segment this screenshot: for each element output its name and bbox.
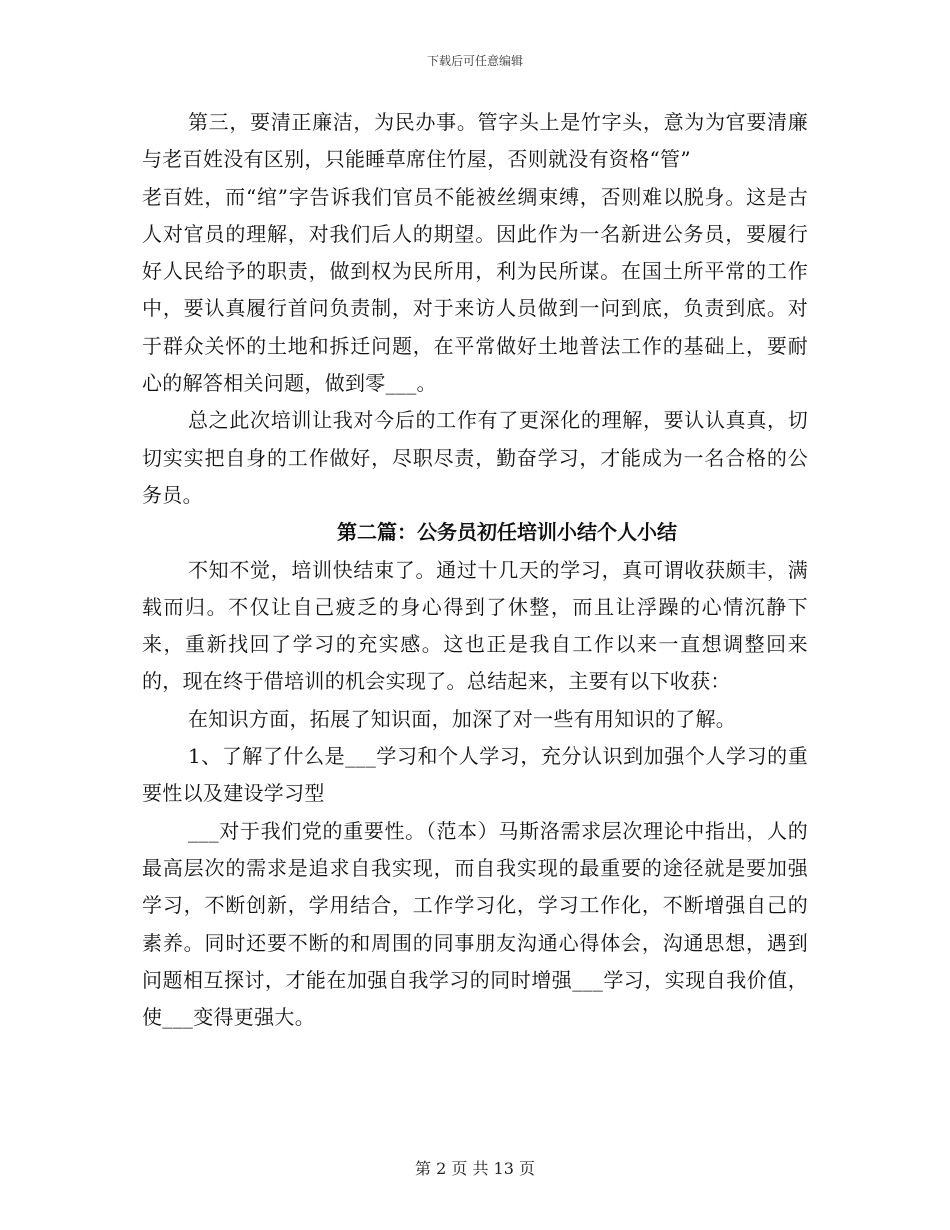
page-footer: 第 2 页 共 13 页 (415, 1159, 535, 1178)
paragraph-integrity: 第三，要清正廉洁，为民办事。管字头上是竹字头，意为为官要清廉与老百姓没有区别，只能睡草席住竹屋，否则就没有资格“管” (142, 110, 808, 172)
paragraph-integrity-continued: 老百姓，而“绾”字告诉我们官员不能被丝绸束缚，否则难以脱身。这是古人对官员的理解，对我们后人的期望。因此作为一名新进公务员，要履行好人民给予的职责，做到权为民所用，利为民所谋。在国土所平常的工作中，要认真履行首问负责制，对于来访人员做到一问到底，负责到底。对于群众关怀的土地和拆迁问题，在平常做好土地普法工作的基础上，要耐心的解答相关问题，做到零___。 (142, 184, 808, 396)
paragraph-knowledge: 在知识方面，拓展了知识面，加深了对一些有用知识的了解。 (188, 706, 737, 731)
paragraph-training-intro: 不知不觉，培训快结束了。通过十几天的学习，真可谓收获颇丰，满载而归。不仅让自己疲乏的身心得到了休整，而且让浮躁的心情沉静下来，重新找回了学习的充实感。这也正是我自工作以来一直想调整回来的，现在终于借培训的机会实现了。总结起来，主要有以下收获： (142, 557, 808, 694)
section-heading: 第二篇：公务员初任培训小结个人小结 (337, 520, 677, 545)
document-body (142, 104, 808, 1036)
page-header: 下载后可任意编辑 (426, 54, 523, 68)
paragraph-point-1: 1、了解了什么是___学习和个人学习，充分认识到加强个人学习的重要性以及建设学习型 (142, 744, 808, 806)
paragraph-conclusion: 总之此次培训让我对今后的工作有了更深化的理解，要认认真真，切切实实把自身的工作做好，尽职尽责，勤奋学习，才能成为一名合格的公务员。 (142, 408, 808, 507)
paragraph-learning-organization: ___对于我们党的重要性。（范本）马斯洛需求层次理论中指出，人的最高层次的需求是追求自我实现，而自我实现的最重要的途径就是要加强学习，不断创新，学用结合，工作学习化，学习工作化，不断增强自己的素养。同时还要不断的和周围的同事朋友沟通心得体会，沟通思想，遇到问题相互探讨，才能在加强自我学习的同时增强___学习，实现自我价值，使___变得更强大。 (142, 818, 808, 1030)
